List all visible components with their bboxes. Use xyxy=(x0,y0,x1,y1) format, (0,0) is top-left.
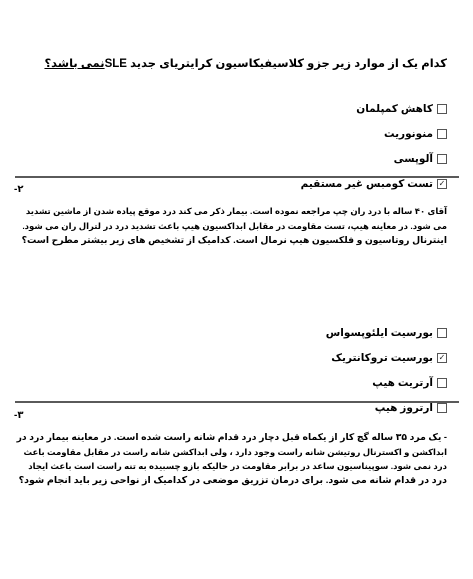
option-label: کاهش کمپلمان xyxy=(356,102,433,115)
checkbox-icon[interactable] xyxy=(437,104,447,114)
question-3-line: درد در قدام شانه می شود. برای درمان تزریق موضعی در کدامیک از نواحی زیر باید انجام شود؟ xyxy=(18,474,447,486)
checkbox-icon[interactable] xyxy=(437,154,447,164)
checkbox-checked-icon[interactable]: ✓ xyxy=(438,178,446,188)
question-2-text xyxy=(17,204,447,248)
question-2-line: آقای ۴۰ ساله با درد ران چپ مراجعه نموده است. بیمار ذکر می کند درد موقع پیاده شدن از ماشین تشدید xyxy=(25,206,447,216)
checkbox-icon[interactable] xyxy=(437,328,447,338)
option-row[interactable] xyxy=(247,146,447,171)
option-row[interactable] xyxy=(247,395,447,420)
option-label: آرتروز هیپ xyxy=(374,401,433,414)
question-3-line: درد نمی شود. سوپیناسیون ساعد در برابر مقاومت در حالیکه بازو چسبیده به تنه راست است باعث ایجاد xyxy=(28,461,447,471)
option-row[interactable] xyxy=(247,121,447,146)
option-label: بورسیت تروکانتریک xyxy=(331,351,433,364)
question-2-line: اینترنال روتاسیون و فلکسیون هیپ نرمال است. کدامیک از تشخیص های زیر بیشتر مطرح است؟ xyxy=(21,235,447,245)
question-1-stem: کدام یک از موارد زیر جزو کلاسیفیکاسیون کرایتریای جدید SLE xyxy=(104,58,447,70)
section-divider xyxy=(15,401,459,403)
option-label: آلوپسی xyxy=(393,152,433,165)
option-row[interactable] xyxy=(247,345,447,370)
option-row[interactable] xyxy=(247,370,447,395)
question-1-options xyxy=(247,96,447,196)
option-row[interactable] xyxy=(247,171,447,196)
question-3-number: -۳ xyxy=(14,410,24,421)
checkbox-icon[interactable] xyxy=(437,129,447,139)
question-1-text xyxy=(27,56,447,70)
section-divider xyxy=(15,176,459,178)
option-row[interactable] xyxy=(247,96,447,121)
question-2-line: می شود. در معاینه هیپ، تست مقاومت در مقابل ابداکسیون هیپ باعث تشدید درد در لترال ران می شود. xyxy=(22,220,447,231)
checkbox-icon[interactable] xyxy=(437,403,447,413)
checkbox-checked-icon[interactable]: ✓ xyxy=(438,352,446,362)
checkbox-icon[interactable] xyxy=(437,378,447,388)
question-2-options xyxy=(247,320,447,420)
question-3-line: - یک مرد ۳۵ ساله گچ کار از یکماه قبل دچار درد قدام شانه راست شده است. در معاینه بیمار درد در xyxy=(16,432,447,442)
question-1-negation: نمی باشد؟ xyxy=(44,58,105,70)
question-3-text xyxy=(17,430,447,488)
option-label: تست کومبس غیر مستقیم xyxy=(300,177,433,190)
question-2-number: -۲ xyxy=(14,184,24,195)
question-3-line: ابداکشن و اکسترنال روتیشن شانه راست وجود دارد ، ولی ابداکشن شانه راست در مقابل مقاومت باعث xyxy=(23,446,447,457)
option-row[interactable] xyxy=(247,320,447,345)
option-label: منونوریت xyxy=(384,127,433,140)
option-label: آرتریت هیپ xyxy=(372,376,433,389)
option-label: بورسیت ایلئوپسواس xyxy=(325,326,433,339)
